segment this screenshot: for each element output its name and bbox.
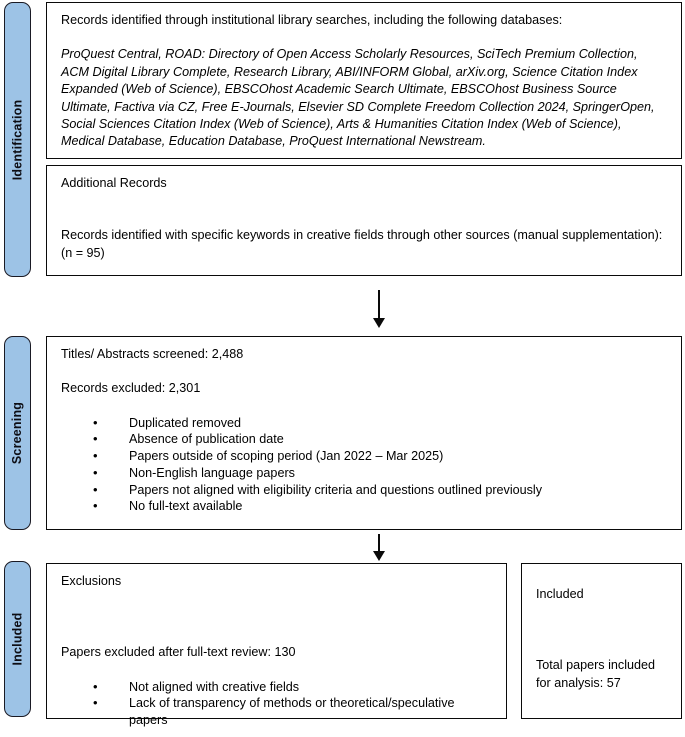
papers-excluded-after-full-text-review: Papers excluded after full-text review: 130 — [61, 645, 296, 660]
total-papers-included: Total papers included for analysis: 57 — [536, 658, 656, 690]
additional-records-body: Records identified with specific keywords in creative fields through other sources (manual supplementation): (n = 95) — [61, 228, 663, 260]
exclusion-reasons — [61, 679, 492, 729]
flow-arrow-identification-to-screening — [371, 290, 387, 330]
stage-tab-screening — [4, 336, 31, 530]
arrow-shaft — [378, 534, 380, 552]
list-item: • Papers not aligned with eligibility criteria and questions outlined previously — [61, 482, 667, 499]
box-additional-records — [46, 165, 682, 276]
stage-tab-included — [4, 561, 31, 717]
stage-tab-included-label: Included — [10, 612, 25, 666]
list-item: • Papers outside of scoping period (Jan 2022 – Mar 2025) — [61, 448, 667, 465]
arrow-head-icon — [373, 551, 385, 561]
stage-tab-screening-label: Screening — [10, 401, 25, 465]
records-identified-database-list: ProQuest Central, ROAD: Directory of Open Access Scholarly Resources, SciTech Premium Collection, ACM Digital Library Complete, Research Library, ABI/INFORM Global, arXiv.org, Science Citation Index Expanded (Web of Science), EBSCOhost Academic Search Ultimate, EBSCOhost Business Source Ultimate, Factiva via CZ, Free E-Journals, Elsevier SD Complete Freedom Collection 2024, SpringerOpen, Social Sciences Citation Index (Web of Science), Arts & Humanities Citation Index (Web of Science), Medical Database, Education Database, ProQuest International Newstream. — [61, 47, 655, 149]
list-item: • No full-text available — [61, 498, 667, 515]
list-item: • Absence of publication date — [61, 431, 667, 448]
exclusions-heading: Exclusions — [61, 574, 122, 588]
included-heading: Included — [536, 587, 584, 601]
list-item: • Duplicated removed — [61, 415, 667, 432]
arrow-shaft — [378, 290, 380, 319]
box-screening — [46, 336, 682, 530]
list-item: • Non-English language papers — [61, 465, 667, 482]
additional-records-heading: Additional Records — [61, 176, 167, 190]
box-included — [521, 563, 682, 719]
list-item: • Lack of transparency of methods or theoretical/speculative papers — [61, 695, 492, 728]
stage-tab-identification — [4, 2, 31, 277]
stage-tab-identification-label: Identification — [10, 99, 25, 180]
box-exclusions — [46, 563, 507, 728]
arrow-head-icon — [373, 318, 385, 328]
list-item: • Not aligned with creative fields — [61, 679, 492, 696]
records-excluded: Records excluded: 2,301 — [61, 381, 201, 396]
screening-exclusion-reasons — [61, 415, 667, 515]
titles-abstracts-screened: Titles/ Abstracts screened: 2,488 — [61, 347, 244, 361]
records-identified-heading: Records identified through institutional library searches, including the following databases: — [61, 13, 563, 27]
box-records-identified — [46, 2, 682, 159]
flow-arrow-screening-to-included — [371, 534, 387, 562]
